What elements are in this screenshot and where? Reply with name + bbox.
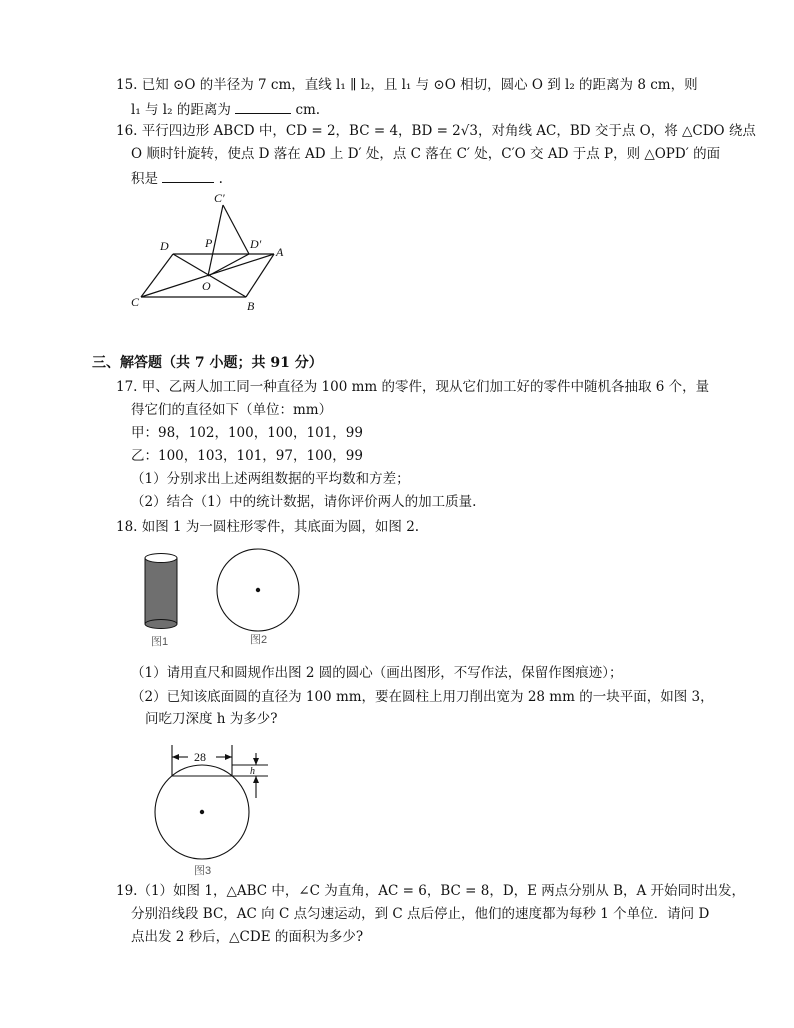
q19-line2: 分别沿线段 BC，AC 向 C 点匀速运动，到 C 点后停止，他们的速度都为每秒 1 个单位．请问 D [131,906,710,922]
q18-part2-line1: （2）已知该底面圆的直径为 100 mm，要在圆柱上用刀削出宽为 28 mm 的一块平面，如图 3， [131,689,714,705]
fig3-caption: 图3 [194,865,212,877]
label-A: A [276,245,284,259]
section-3-title: 三、解答题（共 7 小题；共 91 分） [92,355,323,371]
label-D-prime: D′ [250,237,262,251]
q15-line2-post: cm. [295,102,321,118]
fig3-h-label: h [250,766,255,777]
fig3-arrowhead-left [172,754,179,760]
q15-line2-pre: l₁ 与 l₂ 的距离为 [131,102,231,118]
label-D: D [160,239,169,253]
q17-part2: （2）结合（1）中的统计数据，请你评价两人的加工质量. [131,494,477,510]
label-B: B [247,299,255,313]
label-C-prime: C′ [214,191,225,205]
q17-data-jia: 甲：98，102，100，100，101，99 [131,425,363,441]
fig1-caption: 图1 [151,636,169,648]
label-P: P [205,236,213,250]
fig2-caption: 图2 [250,634,268,646]
fig3-arrowhead-h-top [253,758,259,765]
q16-line3-post: . [218,171,223,187]
q17-part1: （1）分别求出上述两组数据的平均数和方差； [131,471,410,487]
q19-line3: 点出发 2 秒后，△CDE 的面积为多少? [131,929,364,945]
q18-part1: （1）请用直尺和圆规作出图 2 圆的圆心（画出图形，不写作法，保留作图痕迹）； [131,665,623,681]
q17-data-yi: 乙：100，103，101，97，100，99 [131,448,363,464]
fig3-center-dot [200,810,204,814]
q16-line1: 16. 平行四边形 ABCD 中，CD = 2，BC = 4，BD = 2√3，对角线 AC，BD 交于点 O，将 △CDO 绕点 [116,123,756,139]
q18-line1: 18. 如图 1 为一圆柱形零件，其底面为圆，如图 2. [116,519,420,535]
q18-part2-line2: 问吃刀深度 h 为多少? [145,711,278,727]
fig3-arrowhead-h-bottom [253,776,259,783]
label-C: C [131,295,140,309]
q15-line1: 15. 已知 ⊙O 的半径为 7 cm，直线 l₁ ∥ l₂，且 l₁ 与 ⊙O 相切，圆心 O 到 l₂ 的距离为 8 cm，则 [116,77,698,93]
q16-line2: O 顺时针旋转，使点 D 落在 AD 上 D′ 处，点 C 落在 C′ 处，C′O 交 AD 于点 P，则 △OPD′ 的面 [131,146,721,162]
fig3-arrowhead-right [225,754,232,760]
q17-line1: 17. 甲、乙两人加工同一种直径为 100 mm 的零件，现从它们加工好的零件中随机各抽取 6 个，量 [116,379,710,395]
q16-line3-pre: 积是 [131,171,158,187]
label-O: O [202,279,211,293]
q19-line1: 19.（1）如图 1，△ABC 中，∠C 为直角，AC = 6，BC = 8，D，E 两点分别从 B，A 开始同时出发， [116,883,746,899]
fig3-width-label: 28 [194,750,206,764]
q17-line2: 得它们的直径如下（单位：mm） [131,402,333,418]
